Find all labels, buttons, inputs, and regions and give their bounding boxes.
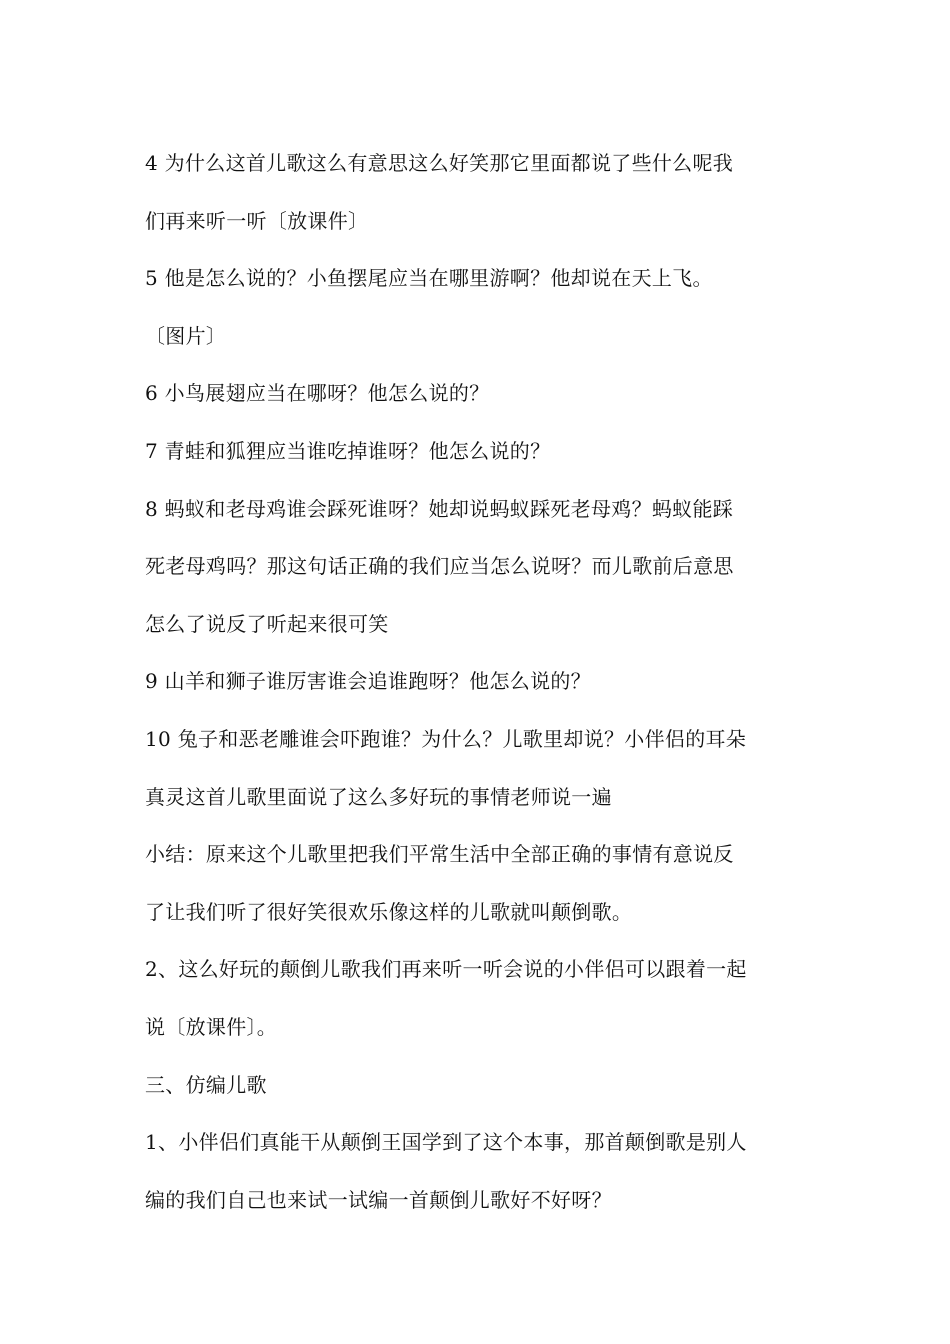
text-line: 2、这么好玩的颠倒儿歌我们再来听一听会说的小伴侣可以跟着一起	[145, 957, 747, 982]
text-line: 编的我们自己也来试一试编一首颠倒儿歌好不好呀？	[145, 1187, 612, 1212]
text-line: 10 兔子和恶老雕谁会吓跑谁？为什么？儿歌里却说？小伴侣的耳朵	[145, 726, 747, 751]
summary-line: 了让我们听了很好笑很欢乐像这样的儿歌就叫颠倒歌。	[145, 899, 633, 924]
text-line: 〔图片〕	[145, 323, 227, 348]
text-line: 怎么了说反了听起来很可笑	[145, 611, 389, 636]
text-line: 说〔放课件〕。	[145, 1014, 278, 1039]
document-body	[145, 135, 815, 1229]
text-line: 5 他是怎么说的？小鱼摆尾应当在哪里游啊？他却说在天上飞。	[145, 266, 713, 291]
summary-line: 小结：原来这个儿歌里把我们平常生活中全部正确的事情有意说反	[145, 842, 734, 867]
text-line: 4 为什么这首儿歌这么有意思这么好笑那它里面都说了些什么呢我	[145, 151, 734, 175]
text-line: 9 山羊和狮子谁厉害谁会追谁跑呀？他怎么说的？	[145, 669, 591, 694]
text-line: 7 青蛙和狐狸应当谁吃掉谁呀？他怎么说的？	[145, 438, 551, 463]
text-line: 们再来听一听〔放课件〕	[145, 208, 369, 233]
text-line: 死老母鸡吗？那这句话正确的我们应当怎么说呀？而儿歌前后意思	[145, 554, 734, 579]
text-line: 真灵这首儿歌里面说了这么多好玩的事情老师说一遍	[145, 784, 612, 809]
text-line: 6 小鸟展翅应当在哪呀？他怎么说的？	[145, 381, 490, 406]
text-line: 8 蚂蚁和老母鸡谁会踩死谁呀？她却说蚂蚁踩死老母鸡？蚂蚁能踩	[145, 496, 734, 521]
section-heading: 三、仿编儿歌	[145, 1072, 267, 1097]
text-line: 1、小伴侣们真能干从颠倒王国学到了这个本事，那首颠倒歌是别人	[145, 1130, 747, 1155]
